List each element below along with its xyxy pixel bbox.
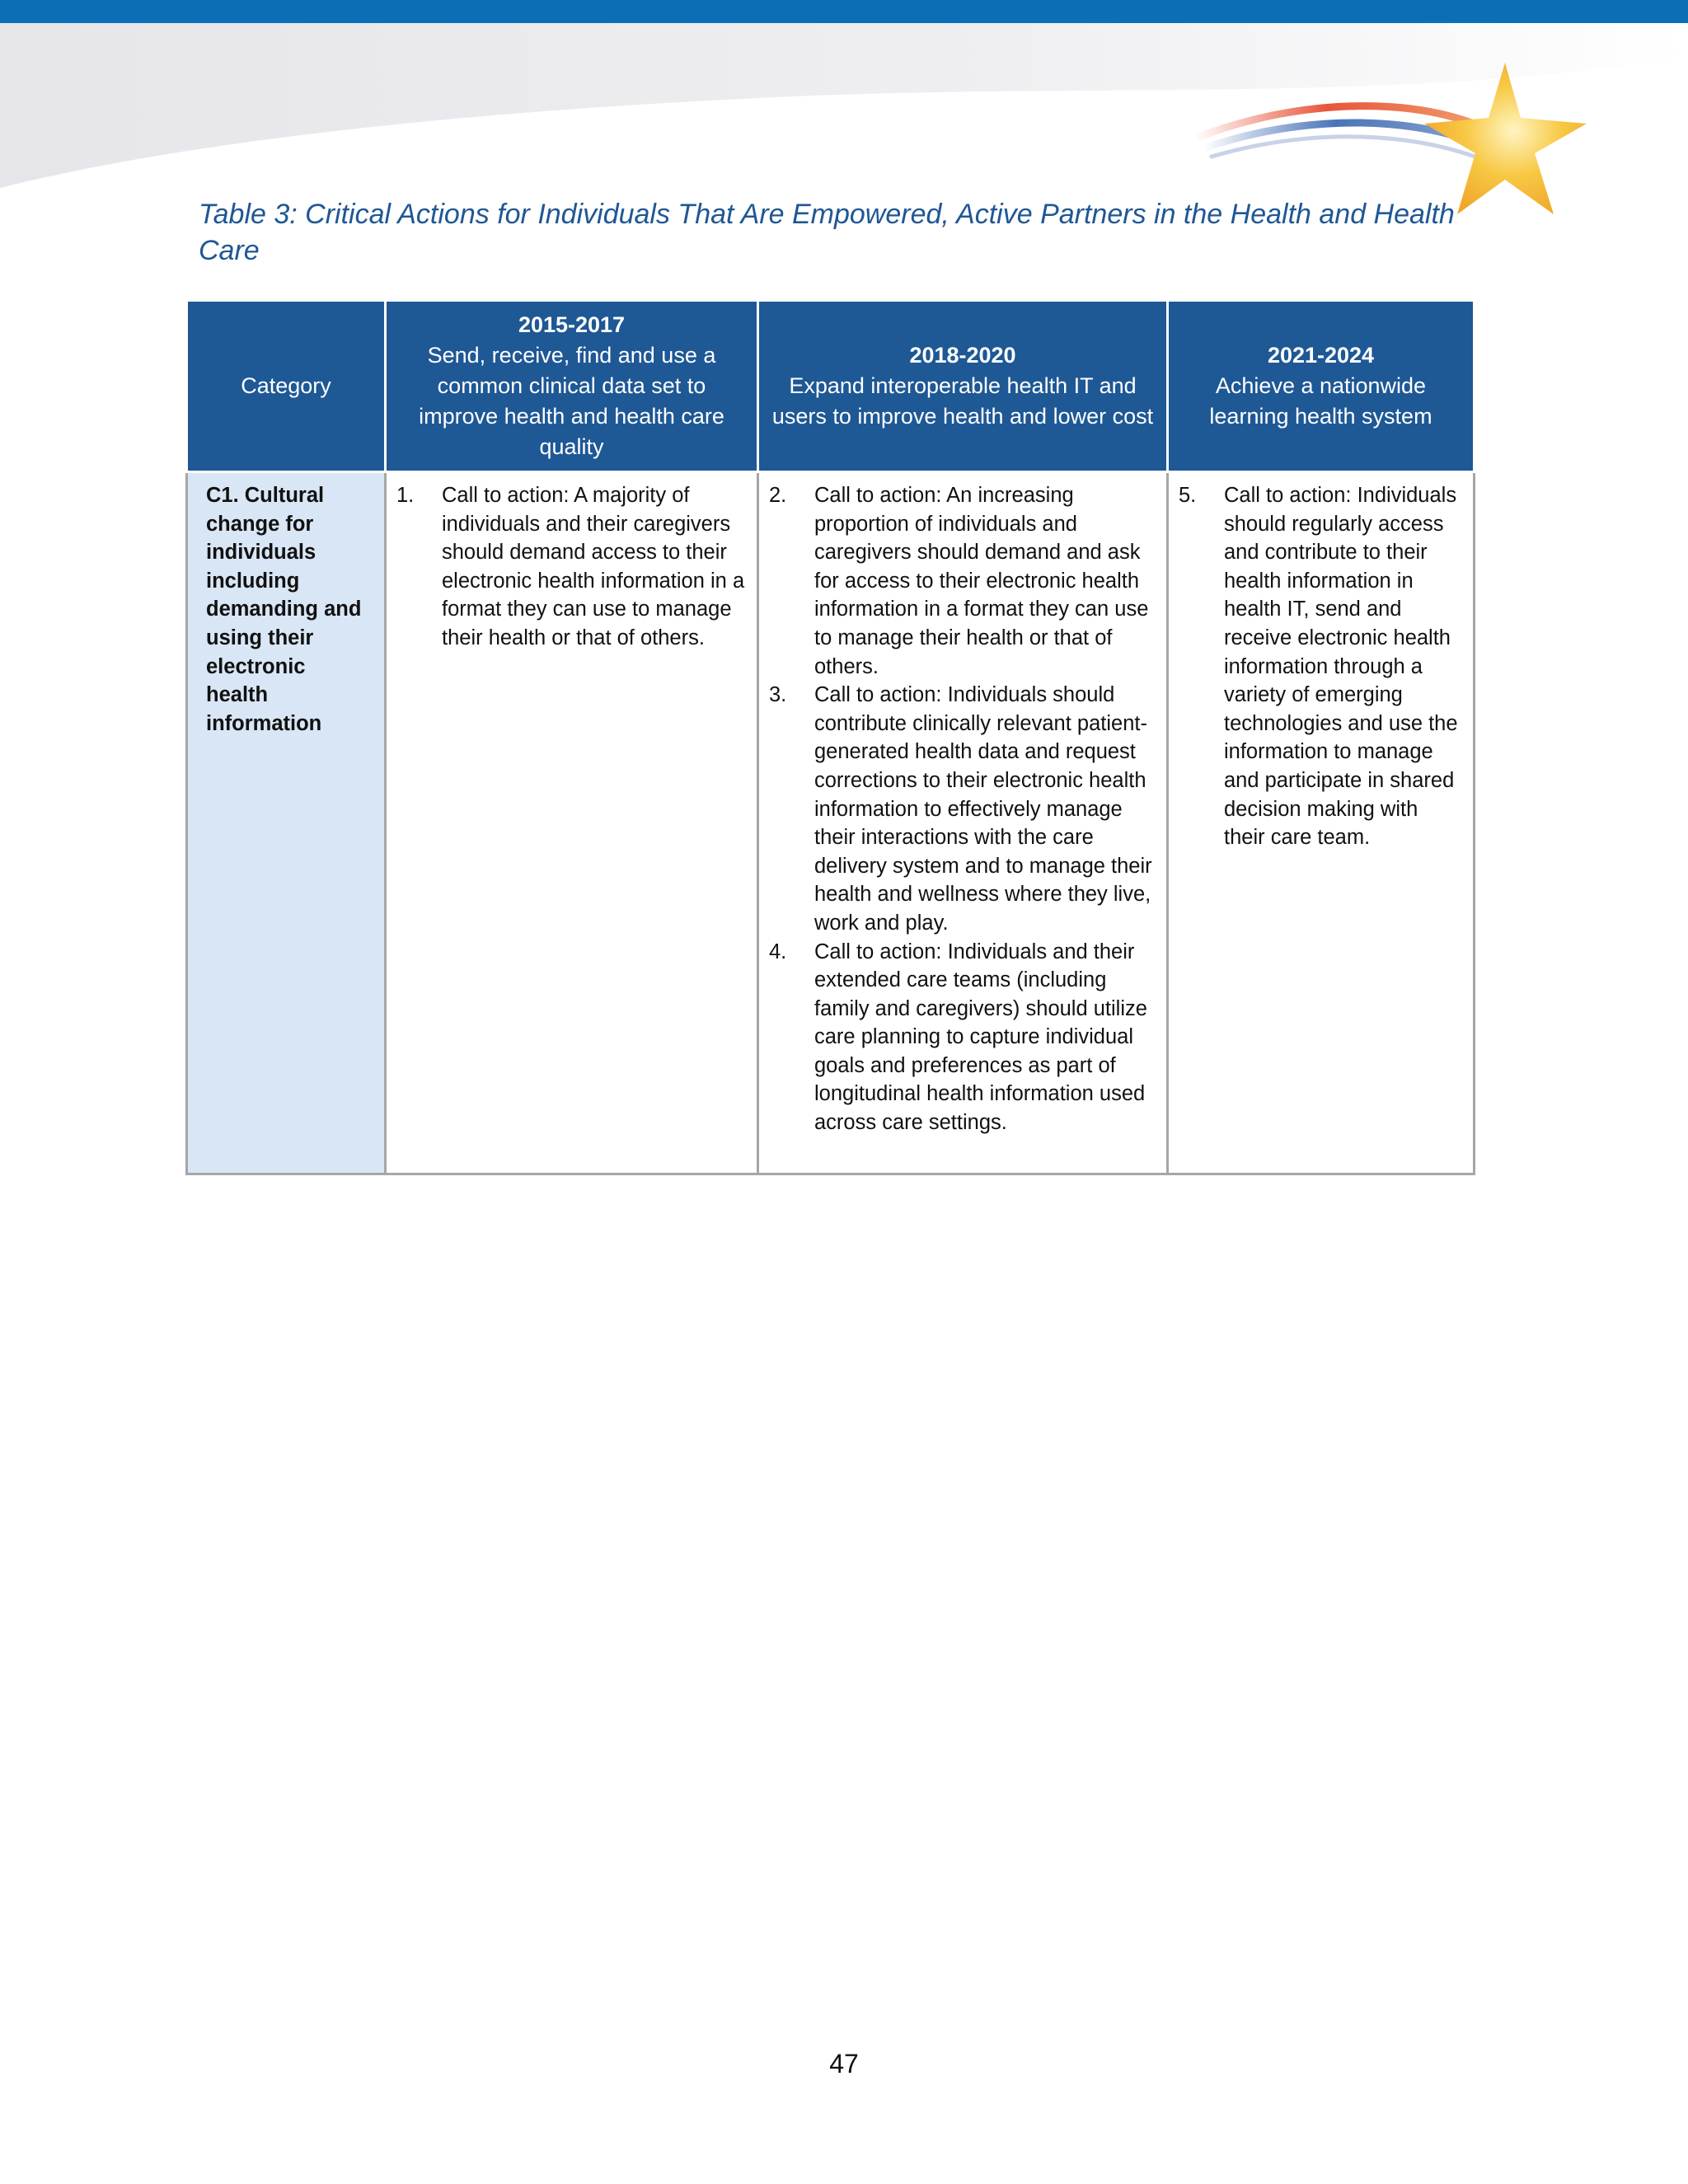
item-number: 3. xyxy=(769,683,787,707)
list-item xyxy=(769,681,1156,937)
header-period: 2015-2017 xyxy=(518,312,626,337)
critical-actions-table xyxy=(185,302,1475,1175)
header-goal: Expand interoperable health IT and users to improve health and lower cost xyxy=(771,373,1154,429)
top-color-band xyxy=(0,0,1688,23)
list-item xyxy=(396,481,747,653)
category-cell: C1. Cultural change for individuals including demanding and using their electronic health information xyxy=(187,472,386,1174)
list-item xyxy=(769,481,1156,681)
item-number: 2. xyxy=(769,484,787,507)
header-period: 2021-2024 xyxy=(1267,343,1375,368)
header-2015-2017 xyxy=(386,302,758,472)
actions-cell-2021-2024 xyxy=(1168,472,1475,1174)
table-row xyxy=(187,472,1475,1174)
actions-cell-2018-2020 xyxy=(758,472,1168,1174)
table-header-row xyxy=(187,302,1475,472)
actions-cell-2015-2017 xyxy=(386,472,758,1174)
table-caption: Table 3: Critical Actions for Individuals That Are Empowered, Active Partners in the Health and Health Care xyxy=(199,199,1455,266)
item-text: Call to action: Individuals and their extended care teams (including family and caregivers) should utilize care planning to capture individual goals and preferences as part of longitudinal health information used across care settings. xyxy=(814,940,1147,1135)
item-number: 4. xyxy=(769,940,787,963)
header-goal: Achieve a nationwide learning health system xyxy=(1209,373,1432,429)
page-number: 47 xyxy=(829,2049,859,2079)
header-2018-2020 xyxy=(758,302,1168,472)
list-item xyxy=(1179,481,1463,852)
action-list xyxy=(396,481,747,653)
item-text: Call to action: Individuals should contribute clinically relevant patient-generated health data and request corrections to their electronic health information to effectively manage their interactions with the care delivery system and to manage their health and wellness where they live, work and play. xyxy=(814,683,1152,935)
item-text: Call to action: A majority of individuals and their caregivers should demand access to their electronic health information in a format they can use to manage their health or that of others. xyxy=(442,484,745,649)
header-2021-2024 xyxy=(1168,302,1475,472)
shooting-star-icon xyxy=(1424,63,1587,214)
header-goal: Category xyxy=(241,373,331,398)
header-category xyxy=(187,302,386,472)
item-number: 1. xyxy=(396,484,415,507)
item-number: 5. xyxy=(1179,484,1197,507)
item-text: Call to action: An increasing proportion of individuals and caregivers should demand and ask for access to their electronic health information in a format they can use to manage their health or that of others. xyxy=(814,484,1149,678)
action-list xyxy=(1179,481,1463,852)
list-item xyxy=(769,938,1156,1137)
item-text: Call to action: Individuals should regularly access and contribute to their health information in health IT, send and receive electronic health information through a variety of emerging technologies and use the information to manage and participate in shared decision making with their care team. xyxy=(1224,484,1458,850)
action-list xyxy=(769,481,1156,1137)
header-goal: Send, receive, find and use a common clinical data set to improve health and health care quality xyxy=(419,343,724,459)
header-period: 2018-2020 xyxy=(909,343,1016,368)
